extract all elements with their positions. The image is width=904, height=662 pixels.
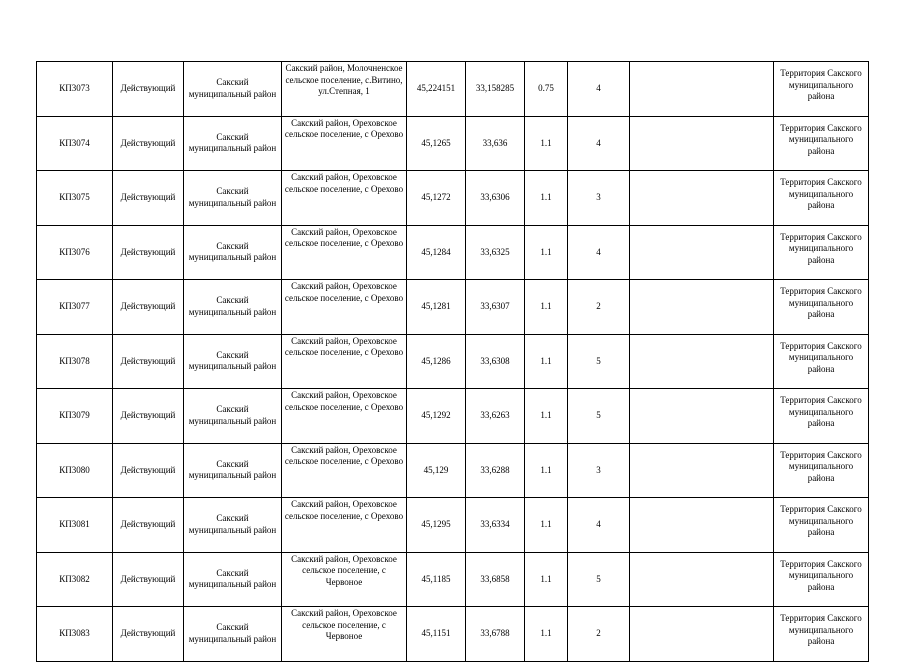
site-district: Сакский муниципальный район [184,498,282,553]
site-longitude: 33,636 [466,116,525,171]
site-note [630,607,774,662]
site-latitude: 45,1185 [407,552,466,607]
site-status: Действующий [113,552,184,607]
container-volume: 1.1 [525,607,568,662]
site-status: Действующий [113,62,184,117]
site-address: Сакский район, Молочненское сельское поселение, с.Витино, ул.Степная, 1 [282,62,407,117]
site-status: Действующий [113,334,184,389]
site-note [630,62,774,117]
site-code: КП3078 [37,334,113,389]
container-count: 4 [568,116,630,171]
container-count: 3 [568,443,630,498]
container-count: 2 [568,607,630,662]
site-status: Действующий [113,116,184,171]
site-code: КП3080 [37,443,113,498]
site-longitude: 33,6308 [466,334,525,389]
site-status: Действующий [113,389,184,444]
container-count: 2 [568,280,630,335]
container-volume: 1.1 [525,443,568,498]
site-code: КП3076 [37,225,113,280]
table-row [37,334,869,389]
table-row [37,552,869,607]
site-district: Сакский муниципальный район [184,334,282,389]
site-longitude: 33,6788 [466,607,525,662]
site-district: Сакский муниципальный район [184,607,282,662]
site-latitude: 45,129 [407,443,466,498]
site-address: Сакский район, Ореховское сельское поселение, с Орехово [282,171,407,226]
service-territory: Территория Сакского муниципального района [774,389,869,444]
container-count: 5 [568,552,630,607]
site-code: КП3079 [37,389,113,444]
container-volume: 1.1 [525,498,568,553]
site-note [630,334,774,389]
site-address: Сакский район, Ореховское сельское поселение, с Орехово [282,116,407,171]
site-longitude: 33,6306 [466,171,525,226]
site-latitude: 45,1284 [407,225,466,280]
container-volume: 1.1 [525,389,568,444]
site-longitude: 33,6334 [466,498,525,553]
container-count: 5 [568,389,630,444]
site-latitude: 45,1272 [407,171,466,226]
site-longitude: 33,6325 [466,225,525,280]
site-latitude: 45,1151 [407,607,466,662]
site-latitude: 45,1265 [407,116,466,171]
service-territory: Территория Сакского муниципального района [774,280,869,335]
site-status: Действующий [113,225,184,280]
site-district: Сакский муниципальный район [184,443,282,498]
site-longitude: 33,6288 [466,443,525,498]
site-latitude: 45,1286 [407,334,466,389]
site-latitude: 45,1281 [407,280,466,335]
service-territory: Территория Сакского муниципального района [774,116,869,171]
site-longitude: 33,6263 [466,389,525,444]
site-code: КП3077 [37,280,113,335]
site-district: Сакский муниципальный район [184,62,282,117]
site-note [630,498,774,553]
site-code: КП3074 [37,116,113,171]
container-count: 4 [568,62,630,117]
site-status: Действующий [113,498,184,553]
site-code: КП3082 [37,552,113,607]
site-note [630,225,774,280]
site-district: Сакский муниципальный район [184,389,282,444]
site-status: Действующий [113,280,184,335]
site-note [630,389,774,444]
site-note [630,116,774,171]
table-row [37,116,869,171]
site-longitude: 33,6307 [466,280,525,335]
container-volume: 0.75 [525,62,568,117]
site-note [630,443,774,498]
site-address: Сакский район, Ореховское сельское поселение, с Орехово [282,389,407,444]
table-row [37,171,869,226]
site-longitude: 33,158285 [466,62,525,117]
site-address: Сакский район, Ореховское сельское поселение, с Орехово [282,334,407,389]
site-district: Сакский муниципальный район [184,171,282,226]
site-status: Действующий [113,171,184,226]
site-latitude: 45,224151 [407,62,466,117]
container-volume: 1.1 [525,334,568,389]
service-territory: Территория Сакского муниципального района [774,62,869,117]
site-address: Сакский район, Ореховское сельское поселение, с Орехово [282,280,407,335]
container-volume: 1.1 [525,280,568,335]
site-code: КП3073 [37,62,113,117]
service-territory: Территория Сакского муниципального района [774,552,869,607]
service-territory: Территория Сакского муниципального района [774,607,869,662]
site-latitude: 45,1292 [407,389,466,444]
service-territory: Территория Сакского муниципального района [774,498,869,553]
container-count: 5 [568,334,630,389]
site-district: Сакский муниципальный район [184,225,282,280]
table-row [37,62,869,117]
table-row [37,498,869,553]
container-sites-table [36,61,869,662]
site-note [630,552,774,607]
site-latitude: 45,1295 [407,498,466,553]
site-note [630,280,774,335]
site-district: Сакский муниципальный район [184,116,282,171]
site-district: Сакский муниципальный район [184,280,282,335]
service-territory: Территория Сакского муниципального района [774,334,869,389]
container-volume: 1.1 [525,171,568,226]
table-row [37,443,869,498]
site-status: Действующий [113,443,184,498]
site-note [630,171,774,226]
site-address: Сакский район, Ореховское сельское поселение, с Червоное [282,607,407,662]
container-volume: 1.1 [525,116,568,171]
container-count: 4 [568,498,630,553]
site-address: Сакский район, Ореховское сельское поселение, с Орехово [282,443,407,498]
service-territory: Территория Сакского муниципального района [774,443,869,498]
site-status: Действующий [113,607,184,662]
table-body [37,62,869,662]
site-address: Сакский район, Ореховское сельское поселение, с Орехово [282,225,407,280]
table-row [37,389,869,444]
table-row [37,280,869,335]
table-row [37,607,869,662]
site-district: Сакский муниципальный район [184,552,282,607]
site-longitude: 33,6858 [466,552,525,607]
container-volume: 1.1 [525,225,568,280]
container-count: 3 [568,171,630,226]
site-code: КП3075 [37,171,113,226]
site-code: КП3083 [37,607,113,662]
container-count: 4 [568,225,630,280]
table-row [37,225,869,280]
site-address: Сакский район, Ореховское сельское поселение, с Червоное [282,552,407,607]
service-territory: Территория Сакского муниципального района [774,171,869,226]
service-territory: Территория Сакского муниципального района [774,225,869,280]
site-code: КП3081 [37,498,113,553]
container-volume: 1.1 [525,552,568,607]
site-address: Сакский район, Ореховское сельское поселение, с Орехово [282,498,407,553]
